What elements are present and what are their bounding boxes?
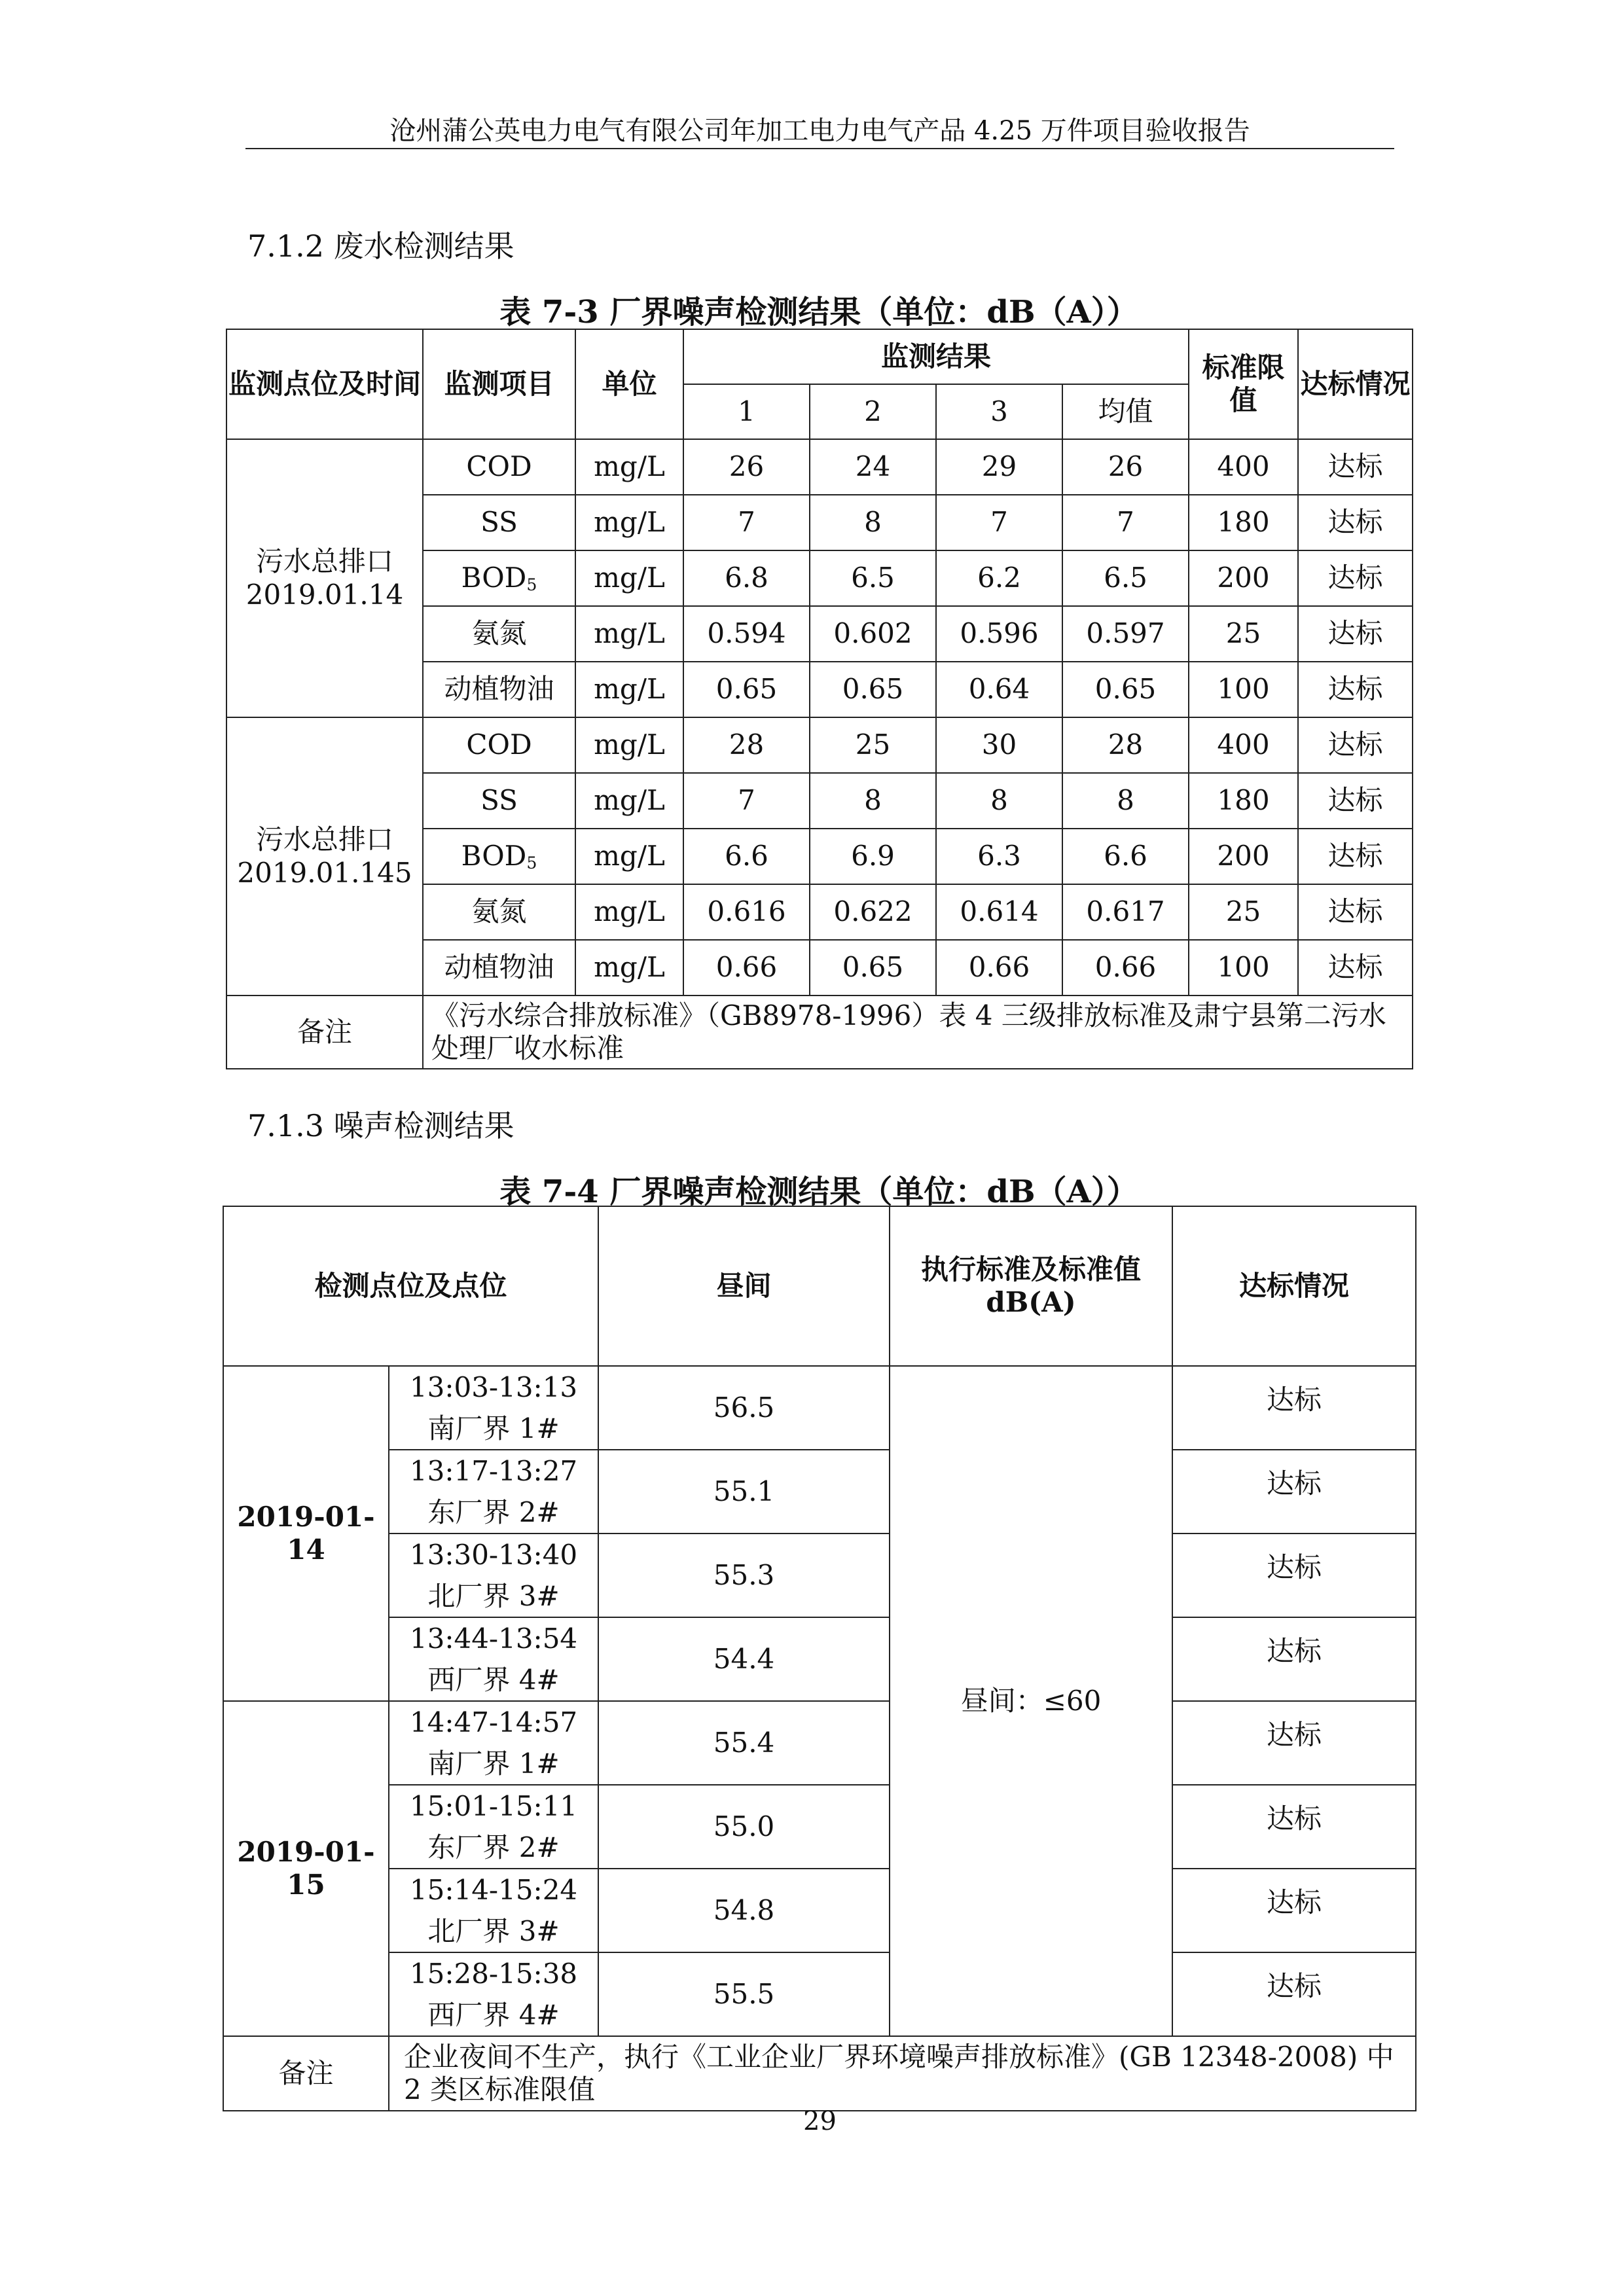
result-3-cell: 29 bbox=[936, 439, 1062, 495]
unit-cell: mg/L bbox=[575, 773, 683, 829]
measure-point: 北厂界 3# bbox=[427, 1915, 560, 1947]
measure-time: 13:44-13:54 bbox=[409, 1623, 578, 1655]
table-row bbox=[223, 1869, 1416, 1952]
header-status: 达标情况 bbox=[1298, 329, 1413, 439]
limit-cell: 100 bbox=[1189, 662, 1298, 717]
location-name: 污水总排口 bbox=[255, 823, 393, 856]
location-name: 污水总排口 bbox=[255, 545, 393, 578]
measure-point: 南厂界 1# bbox=[427, 1748, 560, 1780]
average-cell: 6.6 bbox=[1062, 829, 1189, 884]
result-1-cell: 0.616 bbox=[683, 884, 810, 940]
time-point-cell bbox=[389, 1701, 598, 1785]
table-row bbox=[223, 1534, 1416, 1617]
item-cell bbox=[423, 884, 575, 940]
item-name: COD bbox=[466, 450, 532, 483]
status-cell: 达标 bbox=[1298, 439, 1413, 495]
status-cell: 达标 bbox=[1298, 940, 1413, 996]
daytime-value-cell: 55.1 bbox=[598, 1450, 890, 1534]
time-point-cell bbox=[389, 1785, 598, 1869]
wastewater-results-table bbox=[226, 329, 1413, 1069]
daytime-value-cell: 55.4 bbox=[598, 1701, 890, 1785]
page-number: 29 bbox=[803, 2106, 837, 2136]
item-cell bbox=[423, 940, 575, 996]
time-point-cell bbox=[389, 1952, 598, 2036]
status-cell: 达标 bbox=[1172, 1534, 1416, 1617]
status-cell: 达标 bbox=[1298, 662, 1413, 717]
header-point-time: 监测点位及时间 bbox=[226, 329, 423, 439]
average-cell: 0.597 bbox=[1062, 606, 1189, 662]
item-name: COD bbox=[466, 728, 532, 761]
result-2-cell: 0.622 bbox=[810, 884, 936, 940]
limit-cell: 200 bbox=[1189, 550, 1298, 606]
average-cell: 7 bbox=[1062, 495, 1189, 550]
note-label: 备注 bbox=[223, 2036, 389, 2111]
standard-value-cell: 昼间：≤60 bbox=[890, 1366, 1172, 2036]
time-point-cell bbox=[389, 1366, 598, 1450]
time-point-cell bbox=[389, 1617, 598, 1701]
header-status: 达标情况 bbox=[1172, 1206, 1416, 1366]
result-3-cell: 0.596 bbox=[936, 606, 1062, 662]
measure-time: 15:01-15:11 bbox=[409, 1790, 578, 1822]
header-result-avg: 均值 bbox=[1062, 384, 1189, 439]
header-standard-line2: dB(A) bbox=[986, 1286, 1076, 1318]
limit-cell: 200 bbox=[1189, 829, 1298, 884]
section-heading-wastewater: 7.1.2 废水检测结果 bbox=[247, 228, 514, 264]
location-cell bbox=[226, 439, 423, 717]
header-results: 监测结果 bbox=[683, 329, 1189, 384]
measure-time: 14:47-14:57 bbox=[409, 1706, 578, 1738]
result-1-cell: 0.65 bbox=[683, 662, 810, 717]
table-row bbox=[223, 1617, 1416, 1701]
result-1-cell: 6.6 bbox=[683, 829, 810, 884]
time-point-cell bbox=[389, 1869, 598, 1952]
status-cell: 达标 bbox=[1298, 495, 1413, 550]
measure-time: 15:28-15:38 bbox=[409, 1958, 578, 1990]
unit-cell: mg/L bbox=[575, 550, 683, 606]
daytime-value-cell: 55.3 bbox=[598, 1534, 890, 1617]
header-item: 监测项目 bbox=[423, 329, 575, 439]
result-2-cell: 0.65 bbox=[810, 940, 936, 996]
result-2-cell: 0.65 bbox=[810, 662, 936, 717]
result-2-cell: 8 bbox=[810, 773, 936, 829]
table-row bbox=[226, 717, 1413, 773]
status-cell: 达标 bbox=[1298, 717, 1413, 773]
measure-point: 东厂界 2# bbox=[427, 1496, 560, 1528]
location-cell bbox=[226, 717, 423, 996]
measure-time: 13:17-13:27 bbox=[409, 1455, 578, 1487]
header-rule bbox=[245, 148, 1394, 149]
item-cell bbox=[423, 717, 575, 773]
item-cell bbox=[423, 439, 575, 495]
status-cell: 达标 bbox=[1172, 1869, 1416, 1952]
table-row bbox=[223, 1450, 1416, 1534]
measure-time: 15:14-15:24 bbox=[409, 1874, 578, 1906]
result-3-cell: 6.3 bbox=[936, 829, 1062, 884]
header-result-2: 2 bbox=[810, 384, 936, 439]
measure-point: 南厂界 1# bbox=[427, 1412, 560, 1444]
item-name: BOD bbox=[461, 839, 527, 872]
measure-time: 13:03-13:13 bbox=[409, 1371, 578, 1403]
time-point-cell bbox=[389, 1534, 598, 1617]
result-3-cell: 0.64 bbox=[936, 662, 1062, 717]
result-2-cell: 25 bbox=[810, 717, 936, 773]
header-standard bbox=[890, 1206, 1172, 1366]
unit-cell: mg/L bbox=[575, 829, 683, 884]
average-cell: 0.66 bbox=[1062, 940, 1189, 996]
table-7-3-caption: 表 7-3 厂界噪声检测结果（单位：dB（A）） bbox=[499, 294, 1138, 331]
status-cell: 达标 bbox=[1298, 773, 1413, 829]
item-subscript: 5 bbox=[526, 853, 537, 872]
item-name: 氨氮 bbox=[471, 895, 527, 928]
measure-time: 13:30-13:40 bbox=[409, 1539, 578, 1571]
daytime-value-cell: 54.8 bbox=[598, 1869, 890, 1952]
result-2-cell: 6.9 bbox=[810, 829, 936, 884]
limit-cell: 25 bbox=[1189, 606, 1298, 662]
result-1-cell: 7 bbox=[683, 773, 810, 829]
item-name: SS bbox=[480, 506, 518, 539]
item-subscript: 5 bbox=[526, 575, 537, 594]
table-7-4-caption: 表 7-4 厂界噪声检测结果（单位：dB（A）） bbox=[499, 1174, 1138, 1210]
result-2-cell: 24 bbox=[810, 439, 936, 495]
average-cell: 28 bbox=[1062, 717, 1189, 773]
daytime-value-cell: 55.5 bbox=[598, 1952, 890, 2036]
result-3-cell: 7 bbox=[936, 495, 1062, 550]
status-cell: 达标 bbox=[1172, 1450, 1416, 1534]
status-cell: 达标 bbox=[1298, 829, 1413, 884]
limit-cell: 180 bbox=[1189, 773, 1298, 829]
header-daytime: 昼间 bbox=[598, 1206, 890, 1366]
note-text: 企业夜间不生产，执行《工业企业厂界环境噪声排放标准》(GB 12348-2008) 中 2 类区标准限值 bbox=[389, 2036, 1416, 2111]
result-3-cell: 0.66 bbox=[936, 940, 1062, 996]
time-point-cell bbox=[389, 1450, 598, 1534]
sample-date: 2019.01.14 bbox=[245, 578, 404, 611]
result-2-cell: 6.5 bbox=[810, 550, 936, 606]
item-cell bbox=[423, 550, 575, 606]
noise-results-table bbox=[223, 1206, 1416, 2111]
status-cell: 达标 bbox=[1298, 884, 1413, 940]
status-cell: 达标 bbox=[1298, 550, 1413, 606]
item-name: 动植物油 bbox=[444, 951, 554, 984]
unit-cell: mg/L bbox=[575, 717, 683, 773]
item-name: 动植物油 bbox=[444, 673, 554, 706]
item-cell bbox=[423, 662, 575, 717]
item-cell bbox=[423, 829, 575, 884]
measure-point: 北厂界 3# bbox=[427, 1580, 560, 1612]
note-label: 备注 bbox=[226, 996, 423, 1069]
result-2-cell: 8 bbox=[810, 495, 936, 550]
page-header-title: 沧州蒲公英电力电气有限公司年加工电力电气产品 4.25 万件项目验收报告 bbox=[389, 116, 1250, 146]
limit-cell: 180 bbox=[1189, 495, 1298, 550]
header-point: 检测点位及点位 bbox=[223, 1206, 598, 1366]
table-row bbox=[223, 1366, 1416, 1450]
item-name: BOD bbox=[461, 561, 527, 594]
item-name: SS bbox=[480, 784, 518, 817]
average-cell: 26 bbox=[1062, 439, 1189, 495]
item-cell bbox=[423, 606, 575, 662]
unit-cell: mg/L bbox=[575, 884, 683, 940]
result-1-cell: 26 bbox=[683, 439, 810, 495]
limit-cell: 100 bbox=[1189, 940, 1298, 996]
unit-cell: mg/L bbox=[575, 495, 683, 550]
status-cell: 达标 bbox=[1172, 1701, 1416, 1785]
status-cell: 达标 bbox=[1298, 606, 1413, 662]
status-cell: 达标 bbox=[1172, 1617, 1416, 1701]
result-3-cell: 8 bbox=[936, 773, 1062, 829]
daytime-value-cell: 55.0 bbox=[598, 1785, 890, 1869]
average-cell: 0.617 bbox=[1062, 884, 1189, 940]
result-1-cell: 6.8 bbox=[683, 550, 810, 606]
daytime-value-cell: 54.4 bbox=[598, 1617, 890, 1701]
average-cell: 6.5 bbox=[1062, 550, 1189, 606]
table-row bbox=[226, 439, 1413, 495]
average-cell: 8 bbox=[1062, 773, 1189, 829]
note-text: 《污水综合排放标准》（GB8978-1996）表 4 三级排放标准及肃宁县第二污水处理厂收水标准 bbox=[423, 996, 1413, 1069]
result-1-cell: 0.594 bbox=[683, 606, 810, 662]
measure-point: 西厂界 4# bbox=[427, 1999, 560, 2031]
status-cell: 达标 bbox=[1172, 1952, 1416, 2036]
result-1-cell: 7 bbox=[683, 495, 810, 550]
measure-point: 东厂界 2# bbox=[427, 1831, 560, 1863]
unit-cell: mg/L bbox=[575, 439, 683, 495]
table-row bbox=[223, 1785, 1416, 1869]
limit-cell: 25 bbox=[1189, 884, 1298, 940]
header-result-1: 1 bbox=[683, 384, 810, 439]
limit-cell: 400 bbox=[1189, 439, 1298, 495]
date-cell: 2019-01-14 bbox=[223, 1366, 389, 1701]
result-1-cell: 28 bbox=[683, 717, 810, 773]
item-cell bbox=[423, 495, 575, 550]
result-3-cell: 0.614 bbox=[936, 884, 1062, 940]
result-2-cell: 0.602 bbox=[810, 606, 936, 662]
table-row bbox=[223, 1701, 1416, 1785]
daytime-value-cell: 56.5 bbox=[598, 1366, 890, 1450]
item-name: 氨氮 bbox=[471, 617, 527, 650]
average-cell: 0.65 bbox=[1062, 662, 1189, 717]
unit-cell: mg/L bbox=[575, 606, 683, 662]
status-cell: 达标 bbox=[1172, 1366, 1416, 1450]
unit-cell: mg/L bbox=[575, 662, 683, 717]
header-result-3: 3 bbox=[936, 384, 1062, 439]
date-cell: 2019-01-15 bbox=[223, 1701, 389, 2036]
header-standard-line1: 执行标准及标准值 bbox=[921, 1253, 1142, 1285]
status-cell: 达标 bbox=[1172, 1785, 1416, 1869]
item-cell bbox=[423, 773, 575, 829]
result-3-cell: 6.2 bbox=[936, 550, 1062, 606]
measure-point: 西厂界 4# bbox=[427, 1664, 560, 1696]
section-heading-noise: 7.1.3 噪声检测结果 bbox=[247, 1108, 514, 1143]
table-row bbox=[223, 1952, 1416, 2036]
header-standard: 标准限值 bbox=[1189, 329, 1298, 439]
unit-cell: mg/L bbox=[575, 940, 683, 996]
limit-cell: 400 bbox=[1189, 717, 1298, 773]
sample-date: 2019.01.145 bbox=[237, 856, 412, 889]
result-3-cell: 30 bbox=[936, 717, 1062, 773]
result-1-cell: 0.66 bbox=[683, 940, 810, 996]
header-unit: 单位 bbox=[575, 329, 683, 439]
